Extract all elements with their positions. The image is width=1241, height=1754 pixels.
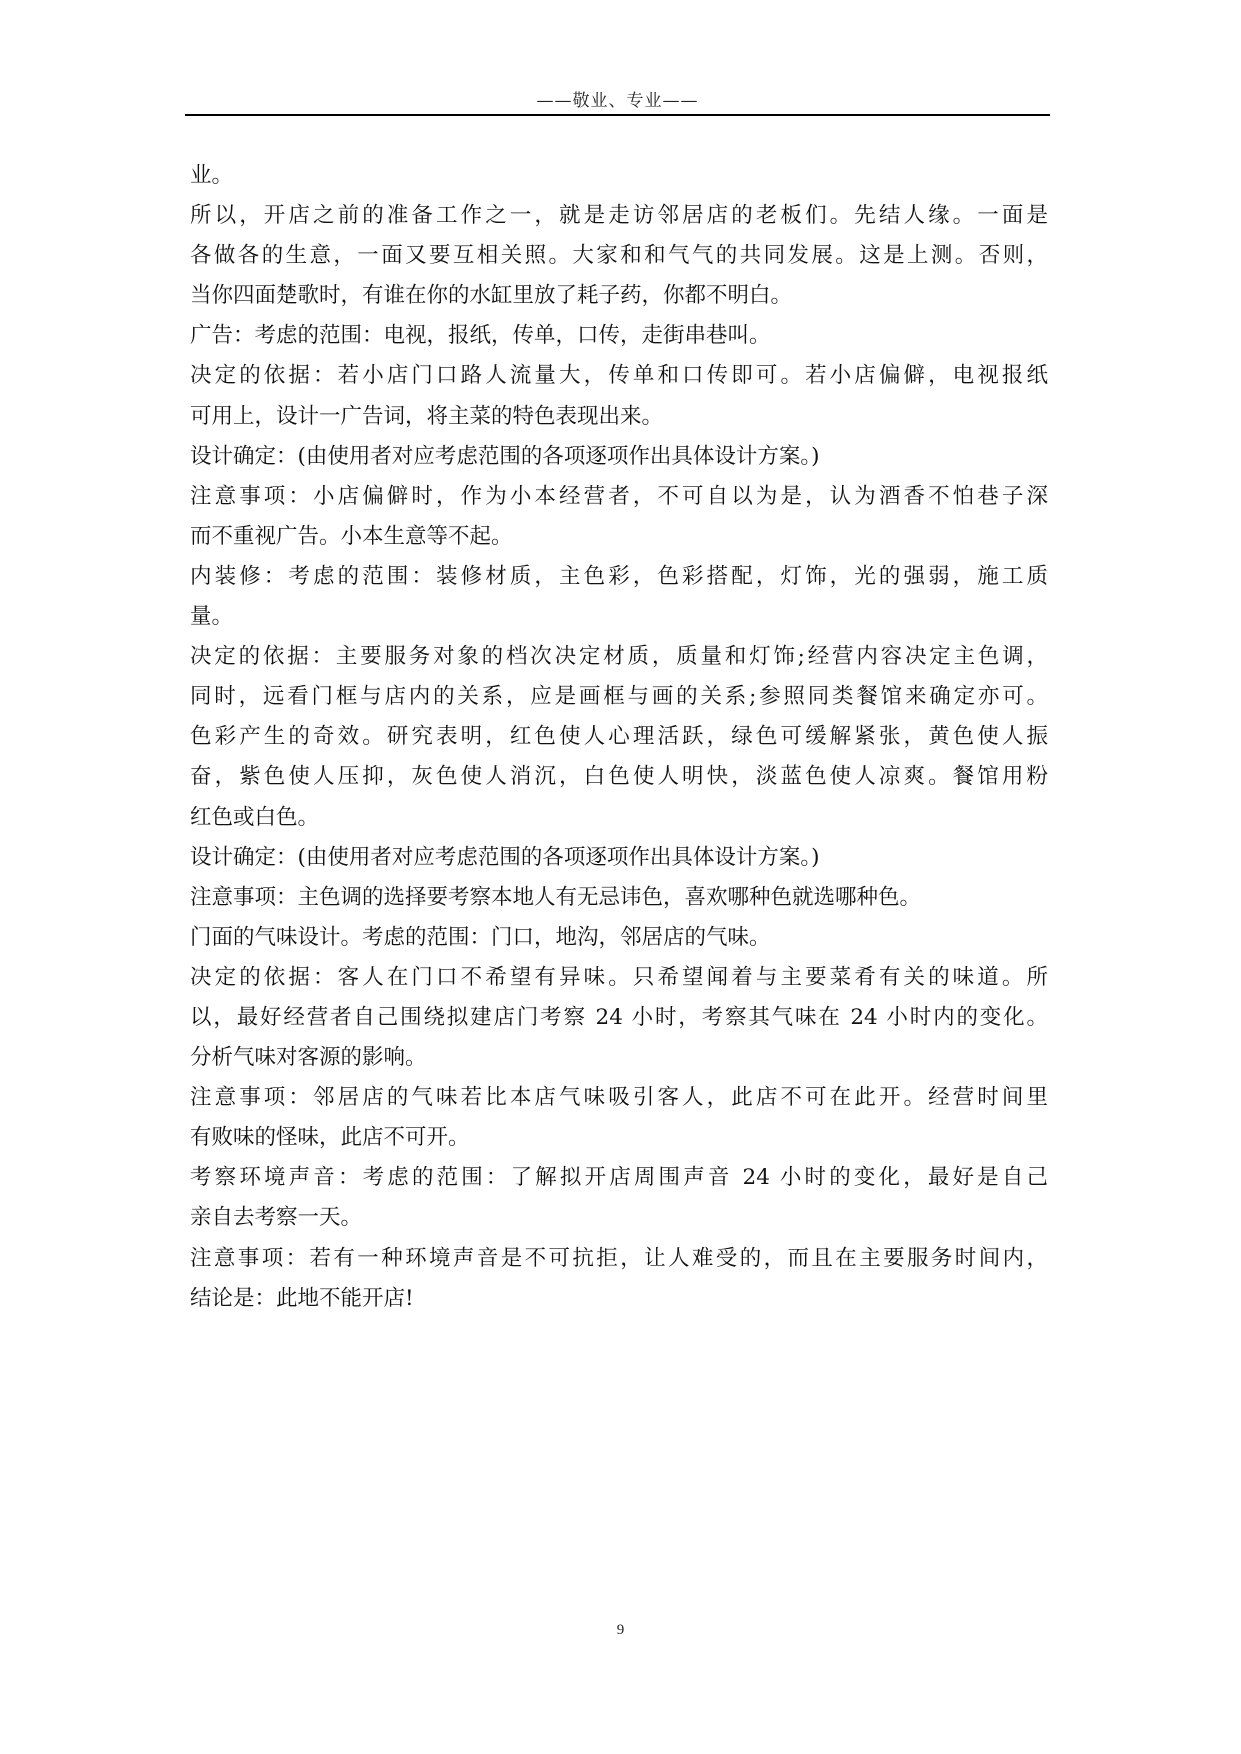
header-rule [185,114,1050,116]
text-line: 当你四面楚歌时，有谁在你的水缸里放了耗子药，你都不明白。 [190,283,793,309]
text-line: 决定的依据：客人在门口不希望有异味。只希望闻着与主要菜肴有关的味道。所 [190,964,1048,990]
text-line: 业。 [190,163,234,188]
page-number: 9 [616,1622,625,1638]
text-line: 结论是：此地不能开店! [190,1285,414,1311]
text-line: 分析气味对客源的影响。 [190,1045,427,1071]
running-header: ——敬业、专业—— [536,91,699,111]
text-line: 以，最好经营者自己围绕拟建店门考察 24 小时，考察其气味在 24 小时内的变化。 [190,1004,1048,1030]
text-line: 奋，紫色使人压抑，灰色使人消沉，白色使人明快，淡蓝色使人凉爽。餐馆用粉 [190,764,1048,790]
text-line: 决定的依据：主要服务对象的档次决定材质，质量和灯饰;经营内容决定主色调， [190,644,1048,670]
text-line: 可用上，设计一广告词，将主菜的特色表现出来。 [190,403,664,429]
body-text [190,156,1048,1319]
text-line: 亲自去考察一天。 [190,1205,363,1231]
text-line: 同时，远看门框与店内的关系，应是画框与画的关系;参照同类餐馆来确定亦可。 [190,684,1048,710]
text-line: 红色或白色。 [190,804,320,830]
text-line: 考察环境声音：考虑的范围：了解拟开店周围声音 24 小时的变化，最好是自己 [190,1165,1048,1191]
text-line: 决定的依据：若小店门口路人流量大，传单和口传即可。若小店偏僻，电视报纸 [190,363,1048,389]
text-line: 量。 [190,604,234,630]
text-line: 注意事项：邻居店的气味若比本店气味吸引客人，此店不可在此开。经营时间里 [190,1085,1048,1111]
text-line: 内装修：考虑的范围：装修材质，主色彩，色彩搭配，灯饰，光的强弱，施工质 [190,563,1048,589]
text-line: 设计确定：(由使用者对应考虑范围的各项逐项作出具体设计方案。) [190,443,820,469]
text-line: 有败味的怪味，此店不可开。 [190,1125,470,1151]
text-line: 所以，开店之前的准备工作之一，就是走访邻居店的老板们。先结人缘。一面是 [190,203,1048,229]
text-line: 色彩产生的奇效。研究表明，红色使人心理活跃，绿色可缓解紧张，黄色使人振 [190,724,1048,750]
text-line: 而不重视广告。小本生意等不起。 [190,523,513,549]
text-line: 各做各的生意，一面又要互相关照。大家和和气气的共同发展。这是上测。否则， [190,243,1048,269]
text-line: 注意事项：小店偏僻时，作为小本经营者，不可自以为是，认为酒香不怕巷子深 [190,483,1048,509]
text-line: 门面的气味设计。考虑的范围：门口，地沟，邻居店的气味。 [190,924,771,950]
text-line: 注意事项：主色调的选择要考察本地人有无忌讳色，喜欢哪种色就选哪种色。 [190,884,922,910]
text-line: 广告：考虑的范围：电视，报纸，传单，口传，走街串巷叫。 [190,323,771,349]
text-line: 设计确定：(由使用者对应考虑范围的各项逐项作出具体设计方案。) [190,844,820,870]
text-line: 注意事项：若有一种环境声音是不可抗拒，让人难受的，而且在主要服务时间内， [190,1245,1048,1271]
